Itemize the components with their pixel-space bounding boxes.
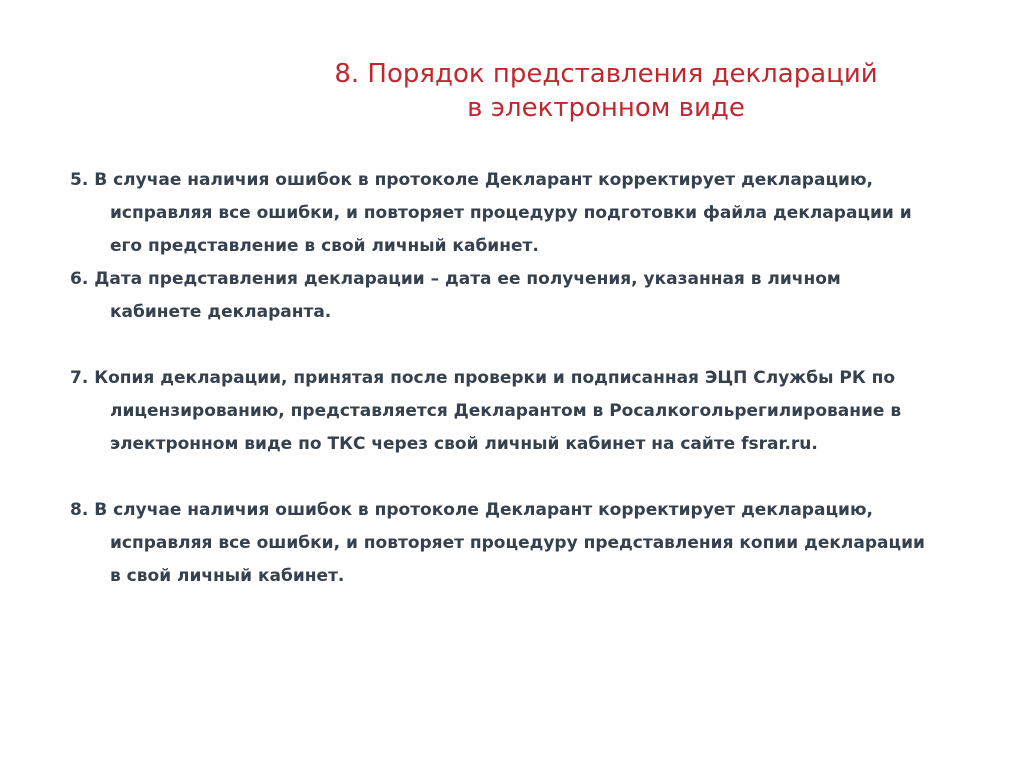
spacer <box>70 329 1010 362</box>
list-item-line: электронном виде по ТКС через свой личный кабинет на сайте fsrar.ru. <box>110 434 818 454</box>
list-item-line: 6. Дата представления декларации – дата ее получения, указанная в личном <box>70 269 841 289</box>
list-item-8 <box>70 494 1010 593</box>
slide-title-line-2: в электронном виде <box>467 93 745 123</box>
list-item-5 <box>70 164 1010 263</box>
list-item-line: исправляя все ошибки, и повторяет процедуру представления копии декларации <box>110 533 925 553</box>
list-item-line: его представление в свой личный кабинет. <box>110 236 539 256</box>
slide-title <box>256 57 956 125</box>
list-item-line: в свой личный кабинет. <box>110 566 345 586</box>
list-item-line: 8. В случае наличия ошибок в протоколе Декларант корректирует декларацию, <box>70 500 873 520</box>
list-item-line: исправляя все ошибки, и повторяет процедуру подготовки файла декларации и <box>110 203 912 223</box>
list-item-line: 7. Копия декларации, принятая после проверки и подписанная ЭЦП Службы РК по <box>70 368 896 388</box>
list-item-7 <box>70 362 1010 461</box>
spacer <box>70 461 1010 494</box>
slide-body <box>70 164 1010 593</box>
list-item-line: кабинете декларанта. <box>110 302 332 322</box>
list-item-6 <box>70 263 1010 329</box>
slide-title-line-1: 8. Порядок представления деклараций <box>334 59 878 89</box>
list-item-line: лицензированию, представляется Декларантом в Росалкогольрегилирование в <box>110 401 902 421</box>
list-item-line: 5. В случае наличия ошибок в протоколе Декларант корректирует декларацию, <box>70 170 873 190</box>
